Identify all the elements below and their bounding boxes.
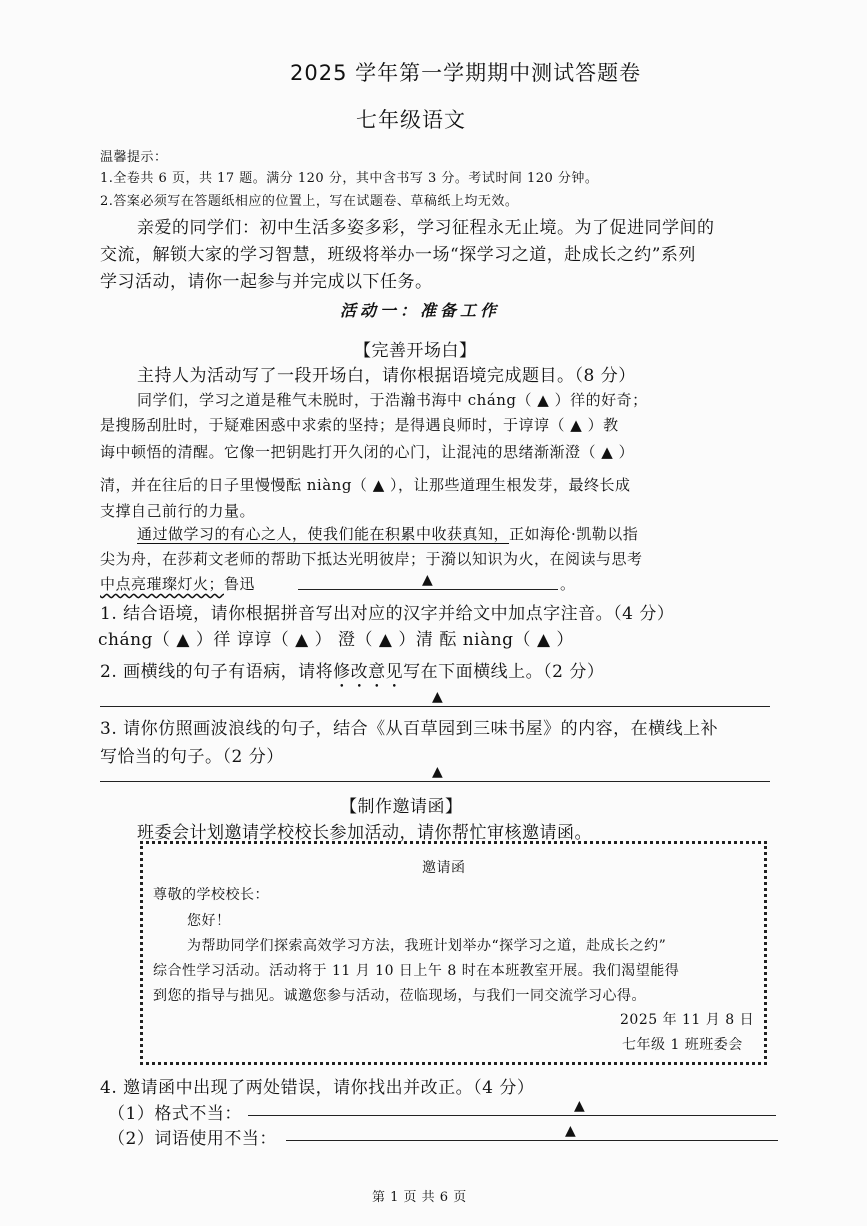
passage-line-6-rest: 正如海伦·凯勒以指 [509, 525, 639, 543]
question-1: 1. 结合语境，请你根据拼音写出对应的汉字并给文中加点字注音。（4 分） [100, 604, 675, 624]
passage-line-7: 尖为舟，在莎莉文老师的帮助下抵达光明彼岸；于漪以知识为火，在阅读与思考 [100, 550, 643, 568]
tips-line-1: 1.全卷共 6 页，共 17 题。满分 120 分，其中含书写 3 分。考试时间 120 分钟。 [100, 171, 599, 186]
tips-line-2: 2.答案必须写在答题纸相应的位置上，写在试题卷、草稿纸上均无效。 [100, 194, 519, 209]
question-1-answer-line[interactable]: cháng（ ▲ ）徉 谆谆（ ▲ ） 澄（ ▲ ）清 酝 niàng（ ▲ ） [98, 630, 574, 650]
invitation-signature: 七年级 1 班班委会 [622, 1037, 743, 1053]
passage-line-6 [137, 523, 638, 544]
passage-line-8 [100, 573, 255, 594]
passage-period: 。 [560, 575, 576, 593]
answer-line-q4-2[interactable] [286, 1140, 778, 1141]
question-4-item-2-label: （2）词语使用不当： [108, 1129, 277, 1149]
passage-line-2: 是搜肠刮肚时，于疑难困惑中求索的坚持；是得遇良师时，于谆谆（ ▲ ）教 [100, 416, 619, 434]
section-heading-opening: 【完善开场白】 [354, 341, 477, 361]
wavy-sentence: 中点亮璀璨灯火； [100, 575, 225, 593]
passage-line-3: 诲中顿悟的清醒。它像一把钥匙打开久闭的心门，让混沌的思绪渐渐澄（ ▲ ） [100, 443, 635, 461]
answer-line-q3[interactable] [100, 781, 770, 782]
invitation-title: 邀请函 [422, 860, 466, 876]
passage-line-8-rest: 鲁迅 [224, 575, 256, 593]
page-number: 第 1 页 共 6 页 [372, 1190, 467, 1205]
blank-marker-passage: ▲ [422, 572, 433, 588]
invitation-greeting: 您好！ [187, 913, 231, 929]
invitation-body-2: 综合性学习活动。活动将于 11 月 10 日上午 8 时在本班教室开展。我们渴望能得 [153, 963, 680, 979]
tips-label: 温馨提示： [100, 150, 168, 165]
blank-line-passage[interactable] [298, 589, 558, 590]
intro-line-1: 亲爱的同学们：初中生活多姿多彩，学习征程永无止境。为了促进同学间的 [137, 218, 715, 238]
question-3-line-1: 3. 请你仿照画波浪线的句子，结合《从百草园到三味书屋》的内容，在横线上补 [100, 719, 719, 739]
intro-line-2: 交流，解锁大家的学习智慧，班级将举办一场“探学习之道，赴成长之约”系列 [100, 245, 696, 265]
question-4-item-1-label: （1）格式不当： [108, 1104, 242, 1124]
intro-line-3: 学习活动，请你一起参与并完成以下任务。 [100, 272, 433, 292]
invitation-body-1: 为帮助同学们探索高效学习方法，我班计划举办“探学习之道，赴成长之约” [187, 938, 667, 954]
passage-line-4: 清，并在往后的日子里慢慢酝 niàng（ ▲ ），让那些道理生根发芽，最终长成 [100, 476, 631, 494]
question-2 [100, 657, 604, 692]
question-3-line-2: 写恰当的句子。（2 分） [100, 747, 284, 767]
passage-line-1: 同学们，学习之道是稚气未脱时，于浩瀚书海中 cháng（ ▲ ）徉的好奇； [137, 391, 648, 409]
section-heading-invitation: 【制作邀请函】 [340, 797, 463, 817]
passage-line-5: 支撑自己前行的力量。 [100, 502, 256, 520]
blank-marker-q4-2: ▲ [565, 1123, 576, 1139]
invitation-date: 2025 年 11 月 8 日 [620, 1012, 755, 1028]
blank-marker-q3: ▲ [432, 764, 443, 780]
page-title: 2025 学年第一学期期中测试答题卷 [290, 61, 642, 85]
invitation-body-3: 到您的指导与拙见。诚邀您参与活动，莅临现场，与我们一同交流学习心得。 [153, 988, 646, 1004]
answer-line-q2[interactable] [100, 706, 770, 707]
question-2-pre: 2. 画横线的句子有语病，请将 [100, 662, 334, 682]
page-subtitle: 七年级语文 [356, 108, 466, 132]
invitation-instruction: 班委会计划邀请学校校长参加活动，请你帮忙审核邀请函。 [137, 823, 592, 843]
question-2-dotted: 修改意见 [333, 662, 404, 682]
blank-marker-q4-1: ▲ [574, 1098, 585, 1114]
answer-line-q4-1[interactable] [248, 1115, 776, 1116]
blank-marker-q2: ▲ [432, 689, 443, 705]
question-2-post: 写在下面横线上。（2 分） [403, 662, 605, 682]
invitation-salutation: 尊敬的学校校长： [153, 887, 269, 903]
question-4: 4. 邀请函中出现了两处错误，请你找出并改正。（4 分） [100, 1078, 535, 1098]
underlined-sentence: 通过做学习的有心之人，使我们能在积累中收获真知， [137, 525, 510, 543]
activity-heading: 活动一：准备工作 [340, 301, 501, 320]
opening-instruction: 主持人为活动写了一段开场白，请你根据语境完成题目。（8 分） [137, 366, 636, 386]
